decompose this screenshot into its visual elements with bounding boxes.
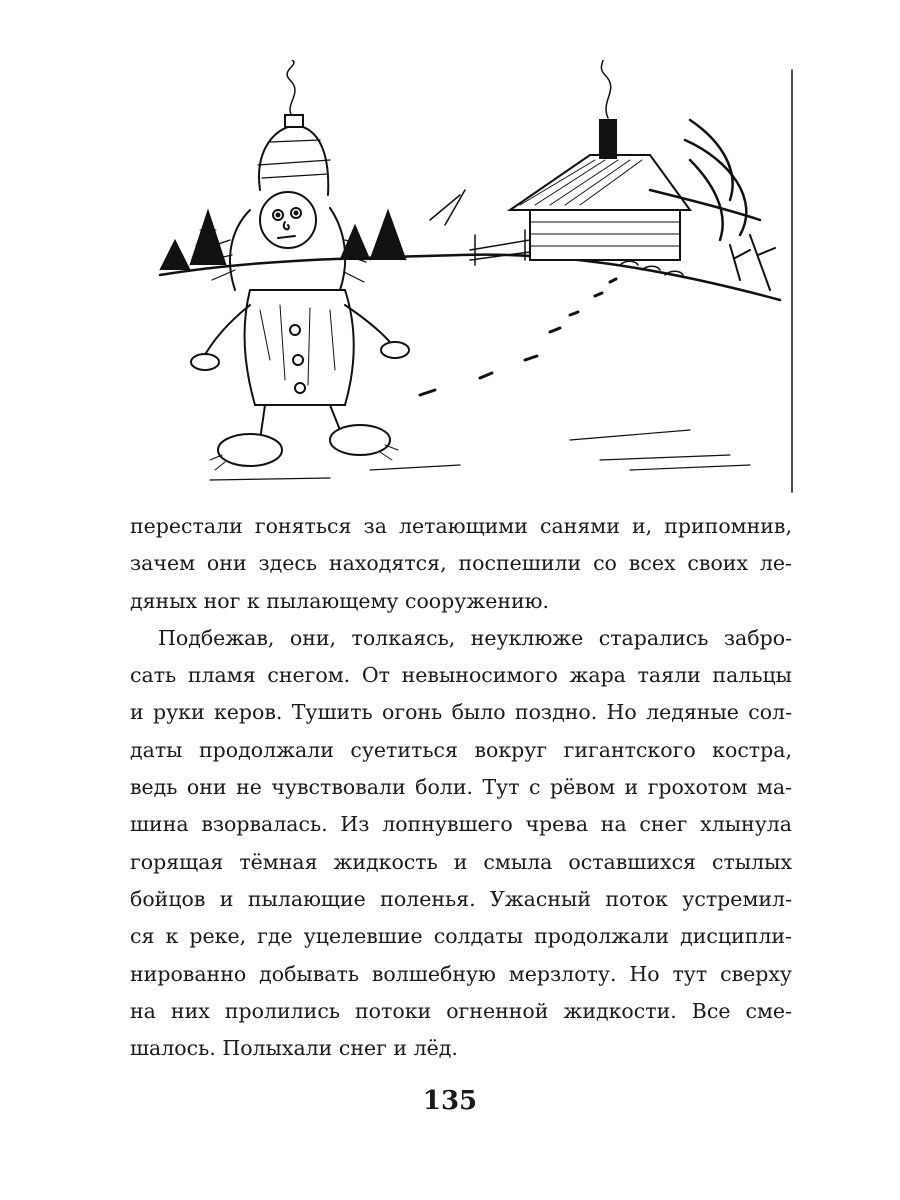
body-text [130, 508, 792, 1067]
text-line: бойцов и пылающие поленья. Ужасный поток устремил- [130, 886, 792, 911]
page-number: 135 [422, 1086, 478, 1116]
ink-sketch-snow-figure-log-cabin-icon [160, 60, 792, 492]
ink-sketch-illustration [130, 60, 800, 500]
text-line: нированно добывать волшебную мерзлоту. Но тут сверху [130, 961, 792, 986]
text-line: Подбежав, они, толкаясь, неуклюже старались забро- [158, 625, 792, 650]
text-line: шалось. Полыхали снег и лёд. [130, 1036, 458, 1061]
text-line: ведь они не чувствовали боли. Тут с рёвом и грохотом ма- [130, 775, 792, 800]
text-line: перестали гоняться за летающими санями и, припомнив, [130, 514, 792, 538]
text-line: сать пламя снегом. От невыносимого жара таяли пальцы [130, 663, 792, 688]
text-line: ся к реке, где уцелевшие солдаты продолжали дисципли- [130, 924, 792, 949]
text-line: горящая тёмная жидкость и смыла оставшихся стылых [130, 849, 792, 874]
text-line: зачем они здесь находятся, поспешили со всех своих ле- [130, 551, 792, 576]
text-line: шина взорвалась. Из лопнувшего чрева на снег хлынула [130, 812, 792, 837]
text-line: и руки керов. Тушить огонь было поздно. Но ледяные сол- [130, 700, 792, 725]
text-line: на них пролились потоки огненной жидкости. Все сме- [130, 998, 792, 1023]
text-line: дяных ног к пылающему сооружению. [130, 588, 550, 613]
text-line: даты продолжали суетиться вокруг гигантского костра, [130, 737, 792, 762]
